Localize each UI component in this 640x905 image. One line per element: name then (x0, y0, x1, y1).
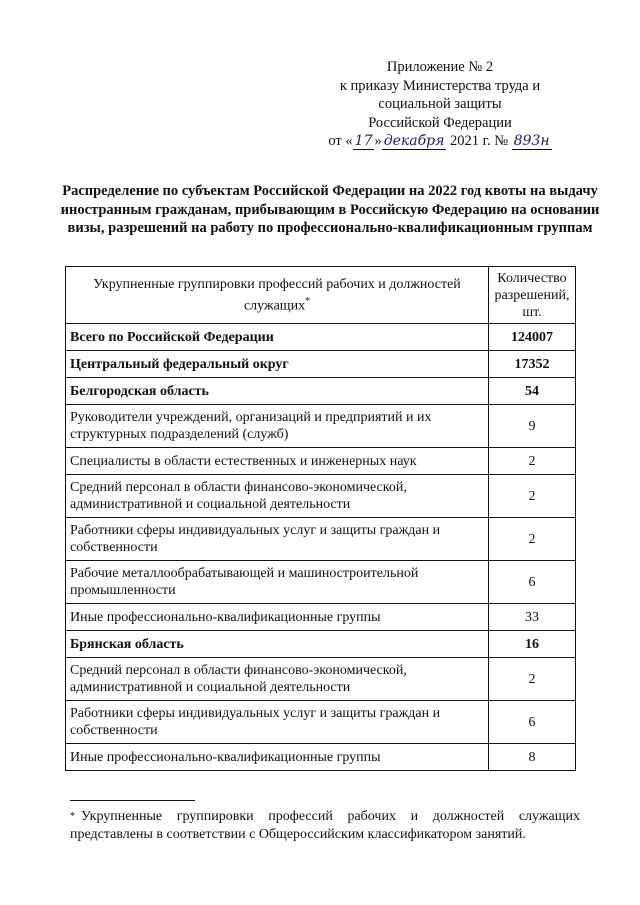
footnote-mark: * (70, 811, 75, 822)
table-row (66, 518, 576, 561)
row-label: Белгородская область (66, 378, 489, 405)
table-body (66, 324, 576, 771)
row-value: 6 (489, 561, 576, 604)
table-header-row (66, 267, 576, 324)
footnote-text: Укрупненные группировки профессий рабочих и должностей служащих представлены в соответствии с Общероссийским классификатором занятий. (70, 809, 580, 842)
row-label: Работники сферы индивидуальных услуг и защиты граждан и собственности (66, 701, 489, 744)
table-row (66, 744, 576, 771)
table-row (66, 324, 576, 351)
appendix-order-ref: к приказу Министерства труда и (339, 77, 541, 94)
quota-table (65, 266, 576, 771)
row-value: 124007 (489, 324, 576, 351)
row-label: Средний персонал в области финансово-экономической, административной и социальной деятельности (66, 658, 489, 701)
appendix-number: Приложение № 2 (386, 59, 494, 75)
appendix-ministry: социальной защиты (378, 96, 502, 112)
header-quantity: Количество разрешений, шт. (489, 267, 576, 324)
table-row (66, 604, 576, 631)
table-row (66, 448, 576, 475)
order-day: 17 (354, 133, 373, 149)
row-value: 2 (489, 448, 576, 475)
row-label: Иные профессионально-квалификационные группы (66, 604, 489, 631)
order-number: 893н (513, 133, 550, 149)
row-label: Средний персонал в области финансово-экономической, административной и социальной деятельности (66, 475, 489, 518)
appendix-header (290, 58, 590, 151)
row-value: 2 (489, 518, 576, 561)
row-value: 16 (489, 631, 576, 658)
table-row (66, 405, 576, 448)
order-date-line: от « 17 » декабря 2021 г. № 893н (328, 133, 550, 149)
header-footnote-mark: * (305, 295, 311, 307)
row-label: Работники сферы индивидуальных услуг и защиты граждан и собственности (66, 518, 489, 561)
row-value: 17352 (489, 351, 576, 378)
row-value: 6 (489, 701, 576, 744)
row-value: 2 (489, 658, 576, 701)
document-title: Распределение по субъектам Российской Федерации на 2022 год квоты на выдачу иностранным гражданам, прибывающим в Российскую Федерацию на основании визы, разрешений на работу по профессионально-квалификационным группам (60, 183, 600, 236)
row-label: Специалисты в области естественных и инженерных наук (66, 448, 489, 475)
table-row (66, 351, 576, 378)
row-value: 54 (489, 378, 576, 405)
header-professions: Укрупненные группировки профессий рабочих и должностей служащих* (66, 267, 489, 324)
table-row (66, 475, 576, 518)
row-label: Центральный федеральный округ (66, 351, 489, 378)
table-row (66, 631, 576, 658)
table-row (66, 658, 576, 701)
row-label: Иные профессионально-квалификационные группы (66, 744, 489, 771)
row-label: Руководители учреждений, организаций и предприятий и их структурных подразделений (служб) (66, 405, 489, 448)
row-label: Всего по Российской Федерации (66, 324, 489, 351)
table-row (66, 378, 576, 405)
table-row (66, 561, 576, 604)
row-label: Рабочие металлообрабатывающей и машиностроительной промышленности (66, 561, 489, 604)
footnote (70, 808, 580, 844)
footnote-divider (70, 800, 195, 801)
row-value: 2 (489, 475, 576, 518)
row-label: Брянская область (66, 631, 489, 658)
order-year: 2021 г. № (450, 133, 509, 149)
order-month: декабря (383, 133, 445, 149)
table-row (66, 701, 576, 744)
row-value: 33 (489, 604, 576, 631)
row-value: 8 (489, 744, 576, 771)
row-value: 9 (489, 405, 576, 448)
appendix-country: Российской Федерации (368, 114, 512, 131)
